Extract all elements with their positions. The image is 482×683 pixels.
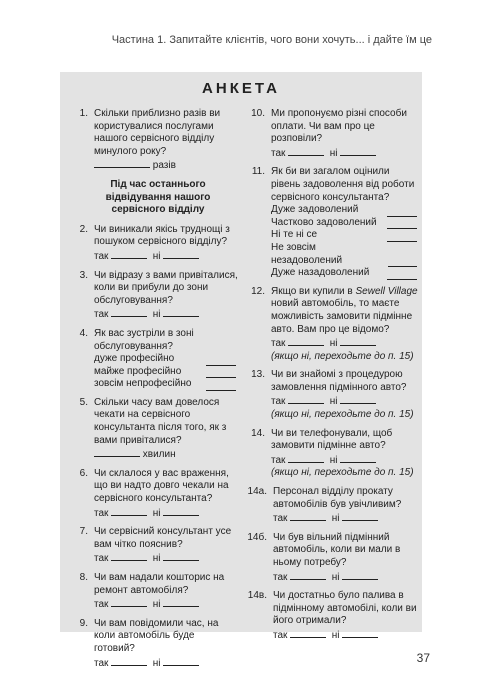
question-text-start: Якщо ви купили в xyxy=(271,285,353,297)
yes-label: так xyxy=(273,629,288,641)
yes-label: так xyxy=(94,250,109,262)
question-number: 5. xyxy=(79,396,88,408)
no-blank[interactable] xyxy=(163,307,199,317)
question-text: Чи склалося у вас враження, що ви надто довго чекали на сервісного консультанта? xyxy=(94,467,229,505)
yes-label: так xyxy=(271,147,286,159)
option-blank[interactable] xyxy=(387,270,417,280)
question-number: 14в. xyxy=(247,590,267,602)
question-text xyxy=(271,286,419,336)
yes-no-line xyxy=(271,336,419,351)
question-text: Персонал відділу прокату автомобілів був увічливим? xyxy=(273,486,402,510)
option-row xyxy=(271,242,419,267)
left-column xyxy=(66,108,238,676)
question-6 xyxy=(66,468,238,520)
question-14v xyxy=(243,590,419,642)
yes-label: так xyxy=(94,657,109,669)
question-number: 11. xyxy=(251,166,265,178)
question-number: 10. xyxy=(251,108,265,119)
skip-note: (якщо ні, переходьте до п. 15) xyxy=(271,409,414,421)
question-text: Чи ви телефонували, щоб замовити підмінне авто? xyxy=(271,427,393,452)
yes-label: так xyxy=(94,309,109,321)
yes-label: так xyxy=(273,513,288,525)
no-label: ні xyxy=(331,629,340,641)
question-10 xyxy=(243,108,419,160)
yes-label: так xyxy=(271,396,286,408)
answer-unit: хвилин xyxy=(142,449,176,461)
question-number: 14б. xyxy=(247,531,267,543)
answer-unit: разів xyxy=(152,160,176,172)
question-text: Чи ви знайомі з процедурою замовлення підмінного авто? xyxy=(271,369,407,393)
question-text: Ми пропонуємо різні способи оплати. Чи вам про це розповіли? xyxy=(271,108,407,145)
question-number: 13. xyxy=(251,369,265,381)
no-blank[interactable] xyxy=(163,551,199,561)
questionnaire-title: АНКЕТА xyxy=(202,80,280,97)
no-label: ні xyxy=(329,454,338,466)
question-text: Скільки часу вам довелося чекати на сервісного консультанта після того, як з вами привіталися? xyxy=(94,396,227,446)
question-text: Чи сервісний консультант усе вам чітко пояснив? xyxy=(94,526,232,550)
question-8 xyxy=(66,572,238,612)
skip-note: (якщо ні, переходьте до п. 15) xyxy=(271,350,414,362)
yes-blank[interactable] xyxy=(288,394,324,404)
question-9 xyxy=(66,618,238,670)
question-13 xyxy=(243,369,419,421)
question-number: 7. xyxy=(79,526,88,538)
no-label: ні xyxy=(152,599,161,611)
option-blank[interactable] xyxy=(387,219,417,229)
no-label: ні xyxy=(152,553,161,565)
answer-blank[interactable] xyxy=(94,158,150,168)
skip-note: (якщо ні, переходьте до п. 15) xyxy=(271,467,414,479)
question-text: Чи достатньо було палива в підмінному автомобілі, коли ви його отримали? xyxy=(273,590,417,627)
option-row xyxy=(271,229,419,242)
question-text: Чи вам надали кошторис на ремонт автомобіля? xyxy=(94,572,225,596)
yes-blank[interactable] xyxy=(111,249,147,259)
yes-blank[interactable] xyxy=(111,597,147,607)
option-blank[interactable] xyxy=(388,257,417,267)
question-text: Чи був вільний підмінний автомобіль, коли ви мали в ньому потребу? xyxy=(273,531,401,568)
option-label: Дуже назадоволений xyxy=(271,267,370,279)
option-blank[interactable] xyxy=(206,356,236,366)
no-label: ні xyxy=(329,338,338,350)
no-blank[interactable] xyxy=(340,336,376,346)
no-blank[interactable] xyxy=(163,656,199,666)
yes-label: так xyxy=(94,553,109,565)
no-blank[interactable] xyxy=(342,511,378,521)
yes-no-line xyxy=(273,628,419,643)
no-blank[interactable] xyxy=(340,453,376,463)
questionnaire-box xyxy=(60,72,422,669)
question-2 xyxy=(66,224,238,264)
no-blank[interactable] xyxy=(340,146,376,156)
yes-label: так xyxy=(94,507,109,519)
yes-blank[interactable] xyxy=(111,506,147,516)
no-blank[interactable] xyxy=(342,570,378,580)
question-number: 3. xyxy=(79,269,88,281)
option-row xyxy=(271,267,419,280)
running-header: Частина 1. Запитайте клієнтів, чого вони хочуть... і дайте їм це xyxy=(111,34,432,46)
question-number: 9. xyxy=(79,617,88,629)
question-number: 8. xyxy=(79,572,88,583)
answer-blank[interactable] xyxy=(94,447,140,457)
option-row xyxy=(271,204,419,217)
no-label: ні xyxy=(331,571,340,583)
option-blank[interactable] xyxy=(206,368,236,378)
option-label: дуже професійно xyxy=(94,353,175,365)
question-text: Як би ви загалом оцінили рівень задоволення від роботи сервісного консультанта? xyxy=(271,166,415,203)
yes-label: так xyxy=(271,454,286,466)
option-blank[interactable] xyxy=(387,232,417,242)
question-number: 4. xyxy=(79,327,88,339)
question-number: 12. xyxy=(251,285,265,297)
option-label: Не зовсім незадоволений xyxy=(271,241,343,266)
no-label: ні xyxy=(152,507,161,519)
no-label: ні xyxy=(329,147,338,159)
no-label: ні xyxy=(152,250,161,262)
yes-label: так xyxy=(271,338,286,350)
option-row xyxy=(94,353,238,366)
yes-no-line xyxy=(94,249,238,264)
question-number: 14а. xyxy=(247,486,267,498)
question-text: Чи виникали якісь труднощі з пошуком сервісного відділу? xyxy=(94,223,230,248)
question-14a xyxy=(243,486,419,526)
no-label: ні xyxy=(329,396,338,408)
yes-no-line xyxy=(94,551,238,566)
question-1 xyxy=(66,108,238,173)
question-number: 14. xyxy=(251,427,265,439)
yes-blank[interactable] xyxy=(290,628,326,638)
option-label: зовсім непрофесійно xyxy=(94,378,192,390)
question-number: 6. xyxy=(79,467,88,479)
yes-blank[interactable] xyxy=(290,511,326,521)
option-label: майже професійно xyxy=(94,365,182,377)
no-blank[interactable] xyxy=(163,506,199,516)
yes-blank[interactable] xyxy=(111,656,147,666)
yes-blank[interactable] xyxy=(288,453,324,463)
question-text: Чи вам повідомили час, на коли автомобіль буде готовий? xyxy=(94,617,219,654)
option-row xyxy=(271,217,419,230)
no-blank[interactable] xyxy=(163,597,199,607)
yes-blank[interactable] xyxy=(288,336,324,346)
option-blank[interactable] xyxy=(387,207,417,217)
option-row xyxy=(94,366,238,379)
no-blank[interactable] xyxy=(342,628,378,638)
question-4 xyxy=(66,328,238,391)
right-column xyxy=(243,108,419,649)
question-3 xyxy=(66,270,238,322)
yes-no-line xyxy=(273,570,419,585)
yes-no-line xyxy=(94,597,238,612)
option-row xyxy=(94,378,238,391)
no-label: ні xyxy=(331,513,340,525)
question-5 xyxy=(66,397,238,462)
yes-no-line xyxy=(94,506,238,521)
page-number: 37 xyxy=(416,651,430,665)
option-label: Частково задоволений xyxy=(271,216,377,228)
yes-blank[interactable] xyxy=(288,146,324,156)
yes-no-line xyxy=(271,394,419,409)
question-text: Як вас зустріли в зоні обслуговування? xyxy=(94,327,194,352)
yes-no-line xyxy=(271,146,419,161)
no-label: ні xyxy=(152,657,161,669)
yes-blank[interactable] xyxy=(111,307,147,317)
yes-label: так xyxy=(94,599,109,611)
option-label: Ні те ні се xyxy=(271,229,318,241)
yes-label: так xyxy=(273,571,288,583)
yes-blank[interactable] xyxy=(111,551,147,561)
option-label: Дуже задоволений xyxy=(271,204,359,216)
question-text: Скільки приблизно разів ви користувалися послугами нашого сервісного відділу минулого року? xyxy=(94,108,221,157)
no-blank[interactable] xyxy=(340,394,376,404)
yes-blank[interactable] xyxy=(290,570,326,580)
question-14b xyxy=(243,532,419,584)
question-7 xyxy=(66,526,238,566)
option-blank[interactable] xyxy=(206,381,236,391)
question-14 xyxy=(243,428,419,480)
question-text-end: новий автомобіль, то маєте можливість замовити підмінне авто. Вам про це відомо? xyxy=(271,298,413,335)
question-11 xyxy=(243,166,419,279)
no-blank[interactable] xyxy=(163,249,199,259)
question-12 xyxy=(243,286,419,364)
yes-no-line xyxy=(273,511,419,526)
section-subtitle: Під час останнього відвідування нашого сервісного відділу xyxy=(105,178,211,216)
no-label: ні xyxy=(152,309,161,321)
brand-name: Sewell Village xyxy=(355,285,418,297)
yes-no-line xyxy=(94,656,238,671)
question-text: Чи відразу з вами привіталися, коли ви прибули до зони обслуговування? xyxy=(94,269,238,306)
yes-no-line xyxy=(271,453,419,468)
question-number: 1. xyxy=(79,108,88,119)
question-number: 2. xyxy=(79,223,88,235)
yes-no-line xyxy=(94,307,238,322)
